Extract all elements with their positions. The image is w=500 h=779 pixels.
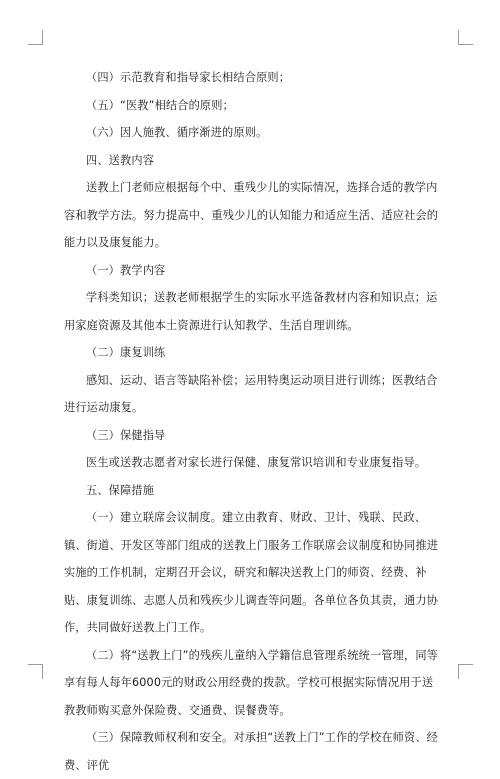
section-heading-safeguards: 五、保障措施: [86, 483, 155, 497]
paragraph-rehab-training: 感知、运动、语言等缺陷补偿；运用特奥运动项目进行训练；医教结合进行运动康复。: [64, 373, 438, 414]
crop-mark-bottom-right: [458, 664, 473, 679]
crop-mark-bottom-left: [28, 664, 43, 679]
crop-mark-top-left: [28, 30, 43, 45]
item-principle-6: （六）因人施教、循序渐进的原则。: [86, 126, 268, 139]
section-heading-content: 四、送教内容: [86, 153, 155, 167]
subheading-teaching-content: （一）教学内容: [86, 263, 166, 277]
paragraph-health-guidance: 医生或送教志愿者对家长进行保健、康复常识培训和专业康复指导。: [86, 456, 427, 469]
paragraph-safeguard-3: （三）保障教师权利和安全。对承担“送教上门”工作的学校在师资、经费、评优: [64, 731, 439, 772]
paragraph-content-intro: 送教上门老师应根据每个中、重残少儿的实际情况，选择合适的教学内容和教学方法。努力提高中、重残少儿的认知能力和适应生活、适应社会的能力以及康复能力。: [64, 181, 439, 249]
paragraph-safeguard-2: （二）将“送教上门”的残疾儿童纳入学籍信息管理系统统一管理，同等享有每人每年6000元的财政公用经费的拨款。学校可根据实际情况用于送教教师购买意外保险费、交通费、误餐费等。: [64, 648, 439, 717]
paragraph-teaching-content: 学科类知识；送教老师根据学生的实际水平选备教材内容和知识点；运用家庭资源及其他本土资源进行认知教学、生活自理训练。: [64, 291, 438, 332]
document-body: [64, 64, 444, 779]
subheading-health-guidance: （三）保健指导: [86, 428, 166, 442]
crop-mark-top-right: [458, 30, 473, 45]
item-principle-4: （四）示范教育和指导家长相结合原则；: [86, 71, 291, 84]
paragraph-safeguard-1: （一）建立联席会议制度。建立由教育、财政、卫计、残联、民政、镇、街道、开发区等部门组成的送教上门服务工作联席会议制度和协同推进实施的工作机制，定期召开会议，研究和解决送教上门的师资、经费、补贴、康复训练、志愿人员和残疾少儿调查等问题。各单位各负其责，通力协作，共同做好送教上门工作。: [64, 511, 439, 634]
subheading-rehab-training: （二）康复训练: [86, 346, 166, 359]
item-principle-5: （五）“医教”相结合的原则；: [86, 98, 234, 112]
